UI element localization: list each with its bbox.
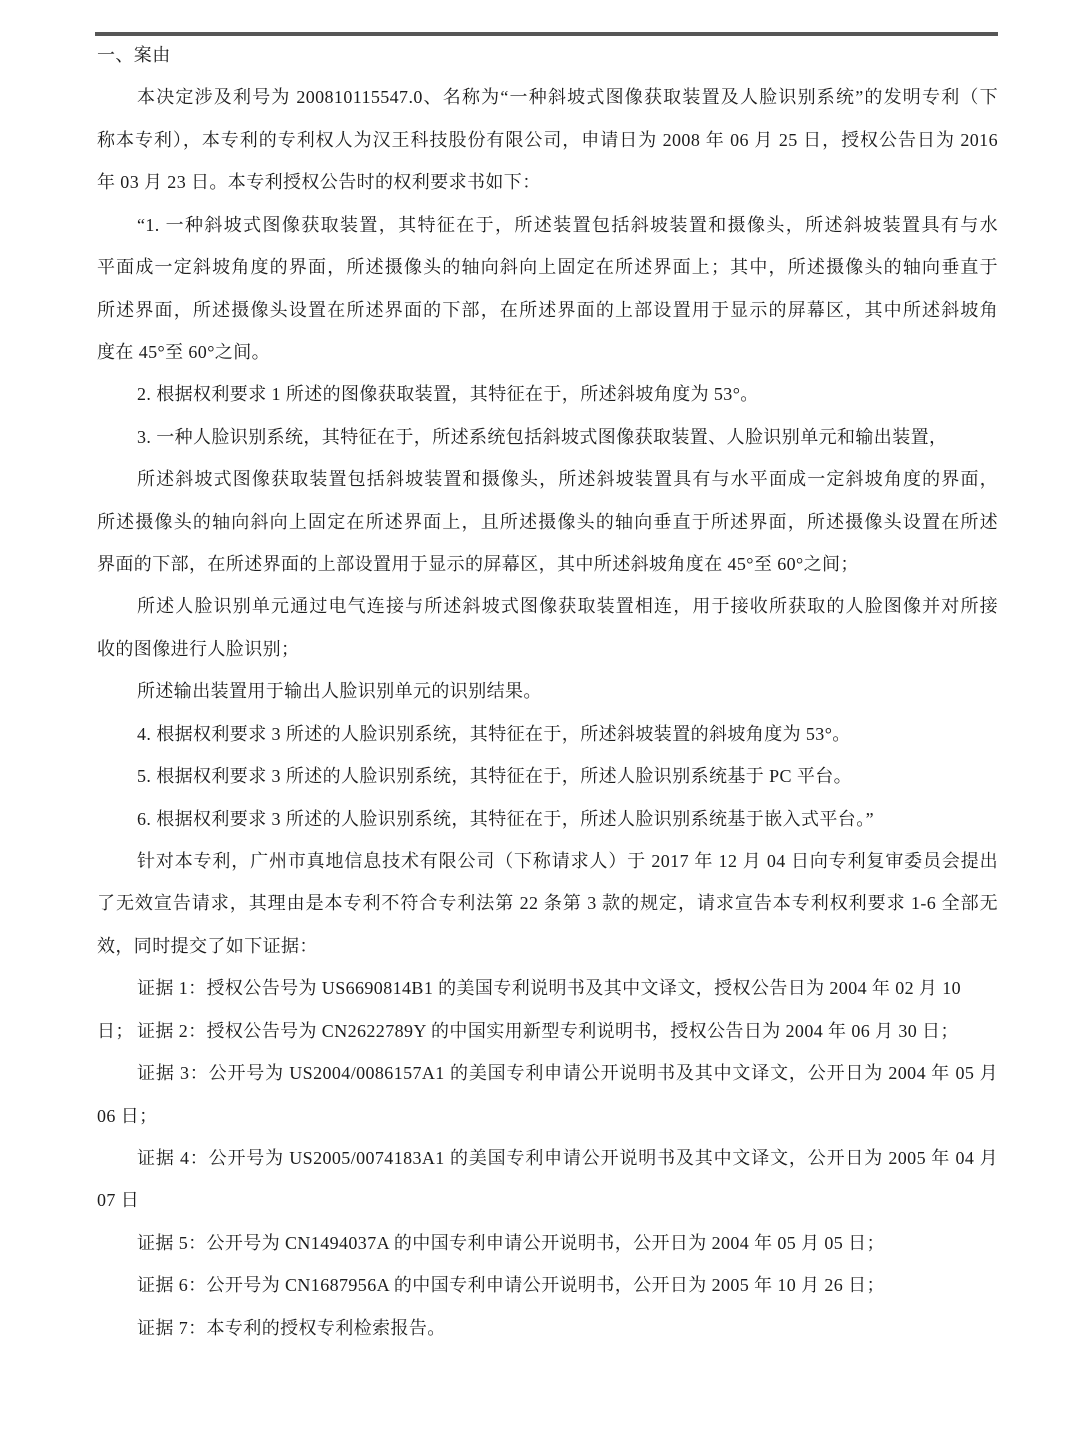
text-line: 针对本专利，广州市真地信息技术有限公司（下称请求人）于 2017 年 12 月 04 日向专利复审委员会提出: [137, 851, 998, 872]
text-line: 证据 1：授权公告号为 US6690814B1 的美国专利说明书及其中文译文，授权公告日为 2004 年 02 月 10 日；: [97, 978, 962, 1041]
text-line: 本决定涉及利号为 200810115547.0、名称为“一种斜坡式图像获取装置及人脸识别系统”的发明专利（下: [137, 87, 999, 108]
text-line: 所述摄像头的轴向斜向上固定在所述界面上，且所述摄像头的轴向垂直于所述界面，所述摄像头设置在所述: [97, 511, 998, 532]
text-line: 界面的下部，在所述界面的上部设置用于显示的屏幕区，其中所述斜坡角度在 45°至 60°之间；: [97, 554, 859, 575]
text-line: 所述斜坡式图像获取装置包括斜坡装置和摄像头，所述斜坡装置具有与水平面成一定斜坡角度的界面，: [137, 469, 998, 490]
text-line: 证据 3：公开号为 US2004/0086157A1 的美国专利申请公开说明书及其中文译文，公开日为 2004 年 05 月: [137, 1063, 998, 1084]
text-line: 年 03 月 23 日。本专利授权公告时的权利要求书如下：: [97, 172, 541, 193]
text-line: 4. 根据权利要求 3 所述的人脸识别系统，其特征在于，所述斜坡装置的斜坡角度为 53°。: [137, 723, 851, 744]
text-line: 收的图像进行人脸识别；: [97, 638, 300, 659]
text-line: 了无效宣告请求，其理由是本专利不符合专利法第 22 条第 3 款的规定，请求宣告本专利权利要求 1-6 全部无: [97, 893, 998, 914]
text-line: 证据 6：公开号为 CN1687956A 的中国专利申请公开说明书，公开日为 2005 年 10 月 26 日；: [137, 1275, 885, 1296]
text-line: 证据 7：本专利的授权专利检索报告。: [137, 1317, 446, 1338]
text-line: 07 日: [97, 1190, 140, 1211]
text-line: 所述界面，所述摄像头设置在所述界面的下部，在所述界面的上部设置用于显示的屏幕区，其中所述斜坡角: [97, 299, 998, 320]
text-line: 度在 45°至 60°之间。: [97, 341, 270, 362]
text-line: 平面成一定斜坡角度的界面，所述摄像头的轴向斜向上固定在所述界面上；其中，所述摄像头的轴向垂直于: [97, 257, 998, 278]
text-line: “1. 一种斜坡式图像获取装置，其特征在于，所述装置包括斜坡装置和摄像头，所述斜坡装置具有与水: [137, 214, 998, 235]
text-line: 证据 2：授权公告号为 CN2622789Y 的中国实用新型专利说明书，授权公告日为 2004 年 06 月 30 日；: [137, 1020, 959, 1041]
text-line: 2. 根据权利要求 1 所述的图像获取装置，其特征在于，所述斜坡角度为 53°。: [137, 384, 759, 405]
text-line: 证据 5：公开号为 CN1494037A 的中国专利申请公开说明书，公开日为 2004 年 05 月 05 日；: [137, 1232, 885, 1253]
text-line: 所述人脸识别单元通过电气连接与所述斜坡式图像获取装置相连，用于接收所获取的人脸图像并对所接: [137, 596, 998, 617]
text-line: 称本专利），本专利的专利权人为汉王科技股份有限公司，申请日为 2008 年 06 月 25 日，授权公告日为 2016: [97, 129, 998, 150]
text-line: 6. 根据权利要求 3 所述的人脸识别系统，其特征在于，所述人脸识别系统基于嵌入式平台。”: [137, 808, 874, 829]
text-line: 所述输出装置用于输出人脸识别单元的识别结果。: [137, 681, 542, 702]
text-line: 证据 4：公开号为 US2005/0074183A1 的美国专利申请公开说明书及其中文译文，公开日为 2005 年 04 月: [137, 1147, 998, 1168]
section-heading: 一、案由: [97, 45, 171, 65]
text-line: 06 日；: [97, 1105, 158, 1126]
text-line: 3. 一种人脸识别系统，其特征在于，所述系统包括斜坡式图像获取装置、人脸识别单元和输出装置，: [137, 426, 948, 447]
text-line: 5. 根据权利要求 3 所述的人脸识别系统，其特征在于，所述人脸识别系统基于 PC 平台。: [137, 766, 853, 787]
document-body: [97, 34, 998, 1349]
text-line: 效，同时提交了如下证据：: [97, 935, 318, 956]
